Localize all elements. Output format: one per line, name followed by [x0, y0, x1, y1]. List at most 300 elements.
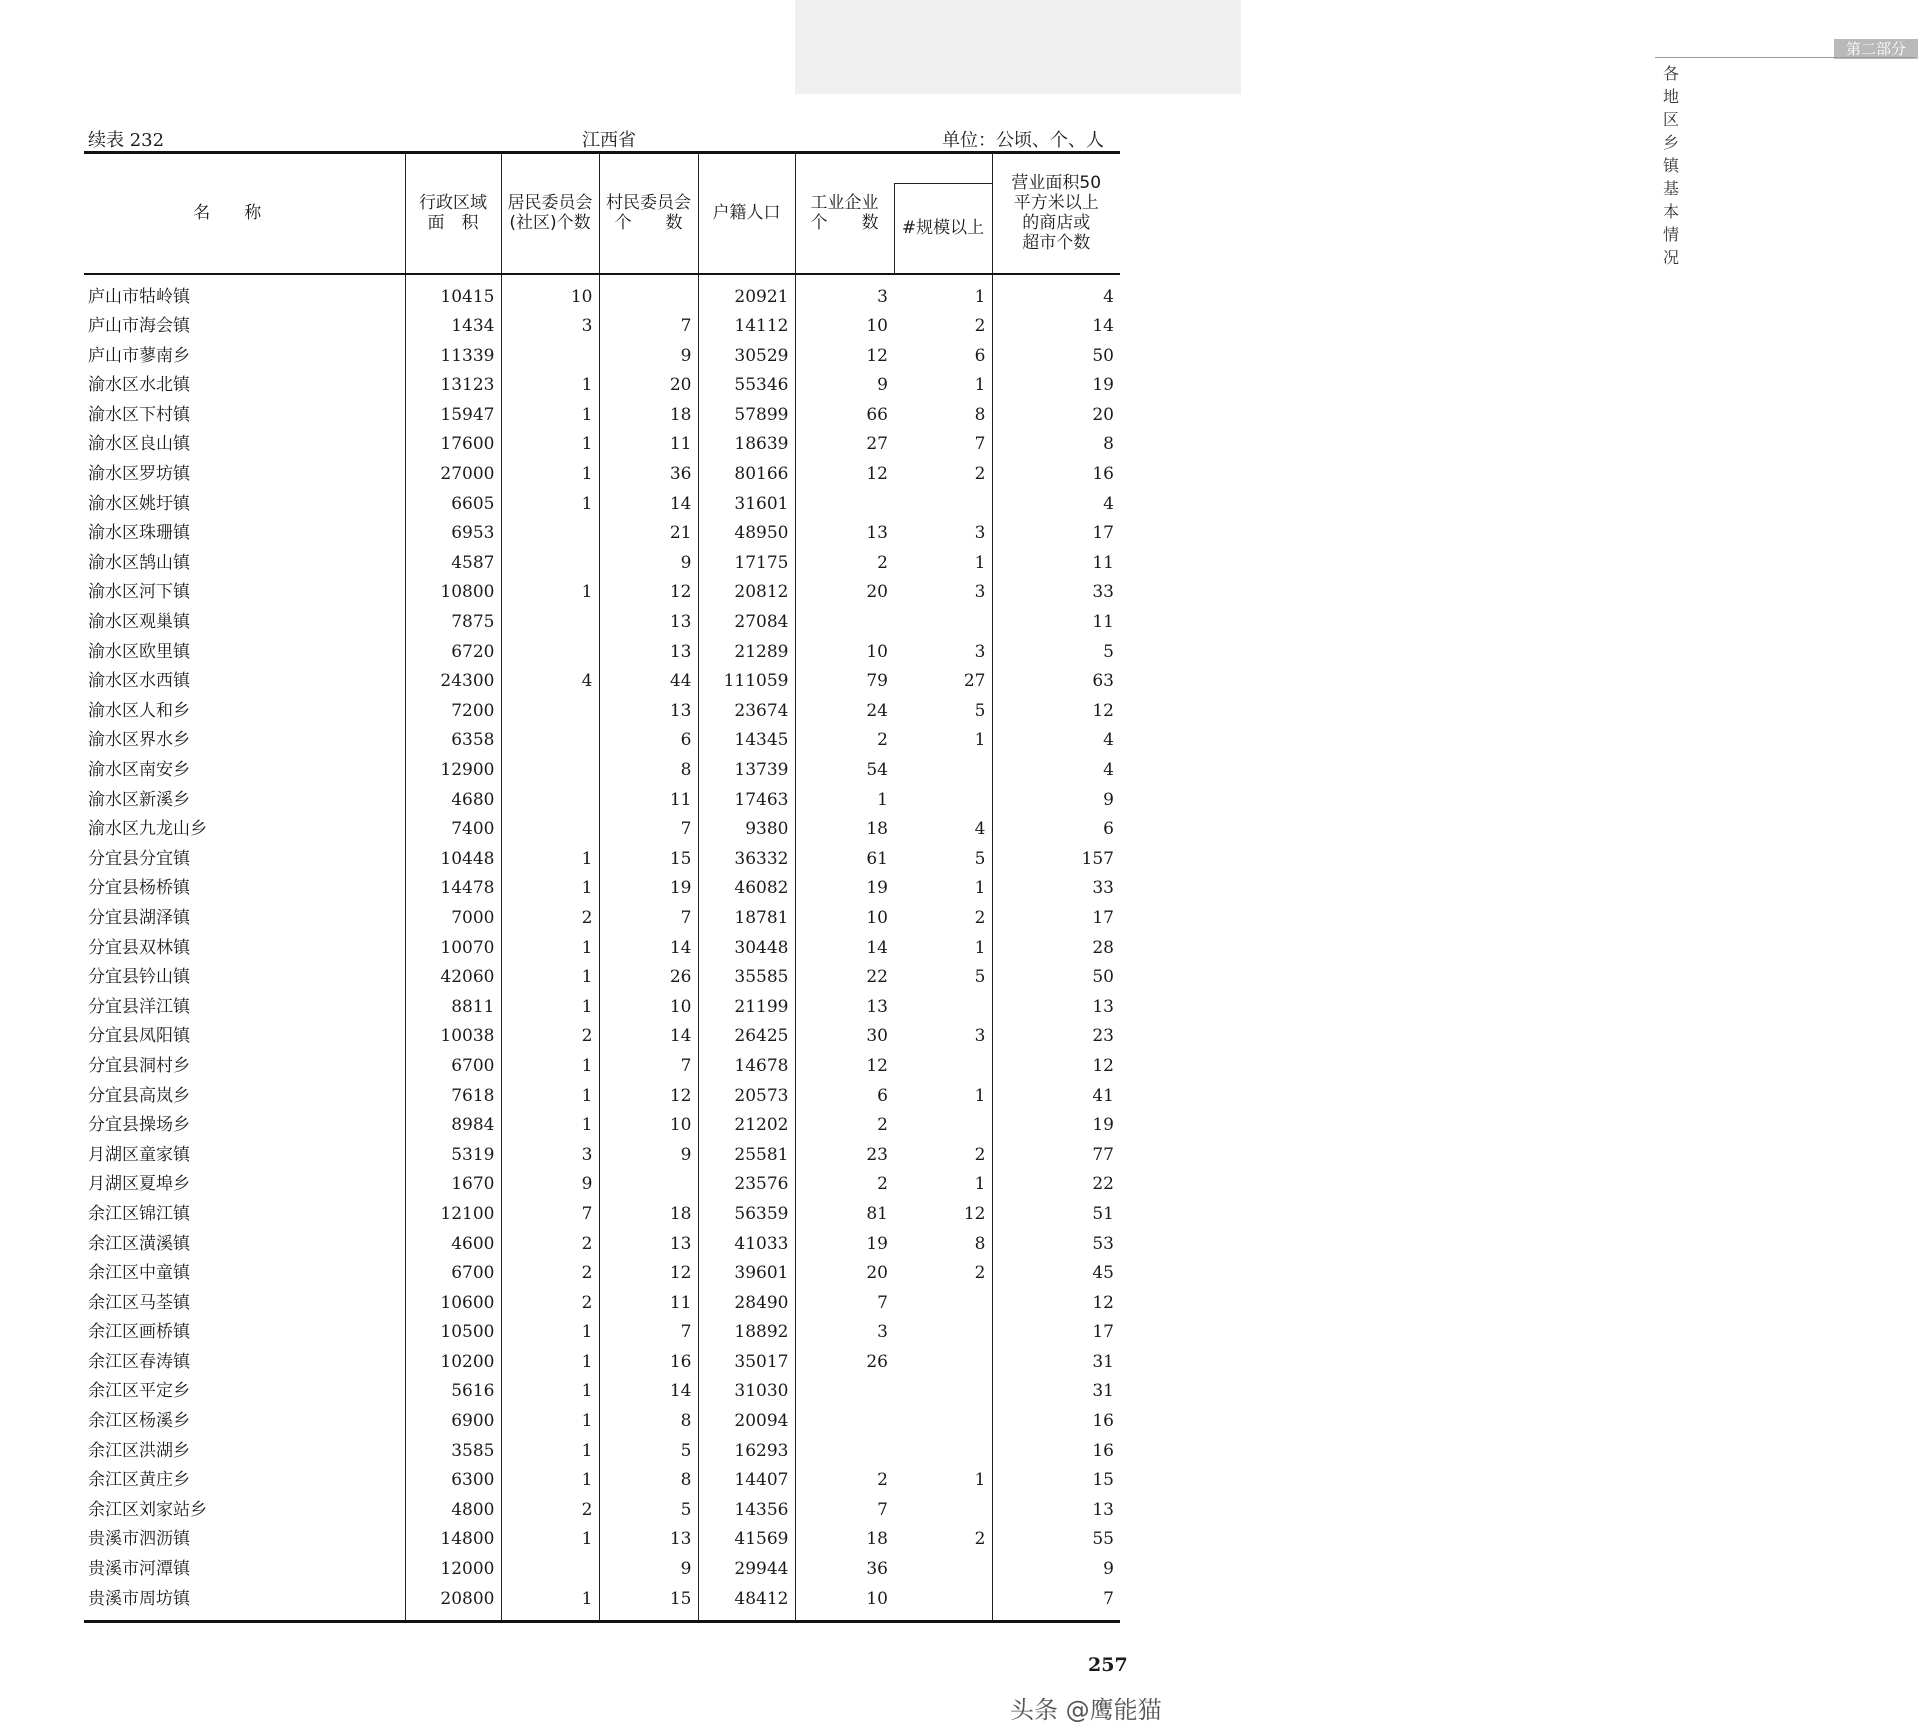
cell-population: 21289	[698, 638, 795, 668]
cell-area: 6900	[405, 1407, 501, 1437]
cell-residents	[501, 786, 599, 816]
cell-villagers: 11	[599, 1289, 698, 1319]
cell-industrial: 9	[795, 371, 894, 401]
cell-industrial	[795, 490, 894, 520]
table-row	[84, 815, 1120, 845]
table-row	[84, 608, 1120, 638]
cell-villagers: 5	[599, 1437, 698, 1467]
cell-population: 23576	[698, 1170, 795, 1200]
cell-shops: 11	[992, 608, 1120, 638]
cell-villagers: 5	[599, 1496, 698, 1526]
cell-name: 余江区潢溪镇	[88, 1233, 190, 1254]
header-industrial-line2: 个 数	[810, 213, 879, 234]
cell-area: 10500	[405, 1318, 501, 1348]
cell-above-scale: 1	[974, 937, 986, 958]
table-row	[84, 1200, 1120, 1230]
cell-shops: 4	[992, 274, 1120, 313]
cell-above-scale	[894, 1111, 992, 1141]
cell-shops: 28	[992, 934, 1120, 964]
cell-above-scale: 2	[974, 1263, 986, 1284]
cell-residents: 1	[501, 430, 599, 460]
cell-industrial: 3	[795, 1318, 894, 1348]
cell-name: 渝水区水西镇	[88, 671, 190, 692]
cell-name: 渝水区人和乡	[88, 700, 190, 721]
cell-area: 4600	[405, 1230, 501, 1260]
cell-population: 13739	[698, 756, 795, 786]
cell-name: 渝水区良山镇	[88, 434, 190, 455]
cell-population: 14345	[698, 726, 795, 756]
table-row	[84, 934, 1120, 964]
cell-shops: 9	[992, 1555, 1120, 1585]
cell-above-scale: 8	[974, 1233, 986, 1254]
cell-population: 25581	[698, 1141, 795, 1171]
cell-population: 18892	[698, 1318, 795, 1348]
cell-residents: 1	[501, 874, 599, 904]
cell-name: 渝水区观巢镇	[88, 612, 190, 633]
cell-industrial: 23	[795, 1141, 894, 1171]
cell-villagers: 10	[599, 1111, 698, 1141]
cell-residents: 9	[501, 1170, 599, 1200]
table-row	[84, 312, 1120, 342]
cell-area: 14478	[405, 874, 501, 904]
cell-residents: 1	[501, 1082, 599, 1112]
cell-name: 渝水区河下镇	[88, 582, 190, 603]
cell-population: 14407	[698, 1466, 795, 1496]
cell-villagers: 7	[599, 312, 698, 342]
cell-population: 23674	[698, 697, 795, 727]
cell-industrial: 14	[795, 934, 894, 964]
cell-population: 111059	[698, 667, 795, 697]
cell-name: 贵溪市河潭镇	[88, 1559, 190, 1580]
cell-area: 10200	[405, 1348, 501, 1378]
cell-area: 10448	[405, 845, 501, 875]
cell-above-scale	[894, 786, 992, 816]
cell-population: 56359	[698, 1200, 795, 1230]
section-title: 各地区乡镇基本情况	[1663, 64, 1680, 267]
cell-villagers: 9	[599, 1555, 698, 1585]
cell-above-scale	[894, 756, 992, 786]
cell-shops: 16	[992, 1437, 1120, 1467]
cell-industrial: 18	[795, 815, 894, 845]
table-row	[84, 904, 1120, 934]
cell-villagers	[599, 274, 698, 313]
cell-shops: 31	[992, 1348, 1120, 1378]
cell-industrial: 1	[795, 786, 894, 816]
cell-population: 30529	[698, 342, 795, 372]
cell-population: 16293	[698, 1437, 795, 1467]
cell-above-scale: 12	[963, 1203, 986, 1224]
cell-shops: 23	[992, 1022, 1120, 1052]
table-row	[84, 274, 1120, 313]
cell-residents: 10	[501, 274, 599, 313]
header-residents-line1: 居民委员会	[507, 193, 593, 214]
cell-shops: 6	[992, 815, 1120, 845]
cell-residents: 1	[501, 845, 599, 875]
cell-name: 分宜县分宜镇	[88, 848, 190, 869]
township-table	[84, 151, 1120, 1623]
cell-name: 月湖区童家镇	[88, 1144, 190, 1165]
cell-area: 4800	[405, 1496, 501, 1526]
cell-population: 41033	[698, 1230, 795, 1260]
cell-name: 分宜县凤阳镇	[88, 1026, 190, 1047]
header-industrial-top-gap	[894, 153, 992, 184]
cell-shops: 17	[992, 1318, 1120, 1348]
cell-above-scale: 2	[974, 316, 986, 337]
cell-industrial: 61	[795, 845, 894, 875]
cell-above-scale	[894, 608, 992, 638]
cell-residents	[501, 342, 599, 372]
cell-residents: 4	[501, 667, 599, 697]
cell-residents: 2	[501, 1496, 599, 1526]
table-row	[84, 1466, 1120, 1496]
cell-villagers: 15	[599, 845, 698, 875]
cell-villagers: 11	[599, 786, 698, 816]
cell-industrial: 10	[795, 638, 894, 668]
cell-industrial: 26	[795, 1348, 894, 1378]
cell-residents: 1	[501, 1348, 599, 1378]
table-row	[84, 845, 1120, 875]
section-rule	[1655, 57, 1915, 58]
cell-area: 7618	[405, 1082, 501, 1112]
cell-above-scale	[894, 490, 992, 520]
cell-above-scale	[894, 1496, 992, 1526]
cell-industrial: 19	[795, 1230, 894, 1260]
cell-population: 14356	[698, 1496, 795, 1526]
cell-population: 26425	[698, 1022, 795, 1052]
cell-population: 55346	[698, 371, 795, 401]
cell-residents: 1	[501, 993, 599, 1023]
header-shops-line3: 的商店或	[1022, 213, 1091, 234]
cell-above-scale: 1	[974, 878, 986, 899]
cell-area: 27000	[405, 460, 501, 490]
cell-area: 8811	[405, 993, 501, 1023]
cell-villagers: 9	[599, 549, 698, 579]
cell-above-scale	[894, 1348, 992, 1378]
cell-shops: 50	[992, 342, 1120, 372]
cell-population: 21202	[698, 1111, 795, 1141]
cell-industrial: 12	[795, 342, 894, 372]
cell-name: 分宜县洞村乡	[88, 1055, 190, 1076]
cell-industrial: 6	[795, 1082, 894, 1112]
cell-area: 6720	[405, 638, 501, 668]
table-row	[84, 993, 1120, 1023]
cell-residents	[501, 608, 599, 638]
header-shops-line1: 营业面积50	[1011, 173, 1102, 194]
cell-shops: 77	[992, 1141, 1120, 1171]
cell-industrial: 10	[795, 1585, 894, 1622]
cell-shops: 33	[992, 874, 1120, 904]
cell-area: 15947	[405, 401, 501, 431]
table-row	[84, 1348, 1120, 1378]
cell-population: 18781	[698, 904, 795, 934]
header-villagers	[599, 153, 698, 274]
cell-name: 余江区杨溪乡	[88, 1411, 190, 1432]
cell-shops: 8	[992, 430, 1120, 460]
cell-villagers: 14	[599, 1022, 698, 1052]
cell-above-scale: 3	[974, 1026, 986, 1047]
cell-population: 27084	[698, 608, 795, 638]
header-shops-line2: 平方米以上	[1013, 193, 1099, 214]
cell-residents	[501, 638, 599, 668]
cell-above-scale: 2	[974, 1529, 986, 1550]
cell-area: 10038	[405, 1022, 501, 1052]
cell-residents: 1	[501, 460, 599, 490]
cell-name: 余江区中童镇	[88, 1263, 190, 1284]
cell-population: 41569	[698, 1525, 795, 1555]
cell-above-scale: 8	[974, 404, 986, 425]
header-area-line2: 面 积	[427, 213, 479, 234]
table-row	[84, 726, 1120, 756]
cell-shops: 51	[992, 1200, 1120, 1230]
cell-name: 渝水区欧里镇	[88, 641, 190, 662]
cell-industrial: 2	[795, 1466, 894, 1496]
cell-residents	[501, 815, 599, 845]
table-number: 续表 232	[88, 130, 165, 151]
cell-name: 渝水区下村镇	[88, 404, 190, 425]
cell-area: 6358	[405, 726, 501, 756]
table-row	[84, 1052, 1120, 1082]
cell-industrial: 12	[795, 1052, 894, 1082]
cell-area: 12100	[405, 1200, 501, 1230]
cell-population: 28490	[698, 1289, 795, 1319]
cell-industrial: 13	[795, 519, 894, 549]
cell-population: 14678	[698, 1052, 795, 1082]
cell-area: 10070	[405, 934, 501, 964]
cell-residents: 2	[501, 1259, 599, 1289]
cell-population: 31601	[698, 490, 795, 520]
cell-area: 10600	[405, 1289, 501, 1319]
cell-shops: 12	[992, 697, 1120, 727]
cell-shops: 9	[992, 786, 1120, 816]
cell-population: 17463	[698, 786, 795, 816]
cell-name: 余江区平定乡	[88, 1381, 190, 1402]
cell-villagers: 14	[599, 490, 698, 520]
cell-name: 分宜县湖泽镇	[88, 907, 190, 928]
cell-area: 17600	[405, 430, 501, 460]
cell-name: 分宜县高岚乡	[88, 1085, 190, 1106]
cell-above-scale: 3	[974, 523, 986, 544]
cell-population: 80166	[698, 460, 795, 490]
cell-name: 余江区春涛镇	[88, 1351, 190, 1372]
cell-residents: 1	[501, 1525, 599, 1555]
table-row	[84, 371, 1120, 401]
cell-villagers: 18	[599, 1200, 698, 1230]
cell-shops: 41	[992, 1082, 1120, 1112]
cell-name: 余江区画桥镇	[88, 1322, 190, 1343]
cell-industrial	[795, 1407, 894, 1437]
header-industrial	[795, 153, 894, 274]
header-shops	[992, 153, 1120, 274]
cell-residents: 1	[501, 1466, 599, 1496]
cell-population: 46082	[698, 874, 795, 904]
cell-area: 4680	[405, 786, 501, 816]
cell-above-scale: 2	[974, 907, 986, 928]
cell-residents: 2	[501, 1230, 599, 1260]
cell-shops: 157	[992, 845, 1120, 875]
section-tag: 第二部分	[1834, 39, 1918, 59]
cell-name: 余江区刘家站乡	[88, 1499, 207, 1520]
cell-residents	[501, 756, 599, 786]
cell-area: 24300	[405, 667, 501, 697]
cell-shops: 14	[992, 312, 1120, 342]
table-row	[84, 1259, 1120, 1289]
cell-villagers: 8	[599, 1466, 698, 1496]
cell-population: 17175	[698, 549, 795, 579]
cell-shops: 4	[992, 490, 1120, 520]
cell-residents: 2	[501, 1289, 599, 1319]
cell-above-scale: 2	[974, 464, 986, 485]
cell-area: 4587	[405, 549, 501, 579]
cell-villagers: 15	[599, 1585, 698, 1622]
cell-population: 48950	[698, 519, 795, 549]
cell-population: 21199	[698, 993, 795, 1023]
cell-population: 31030	[698, 1377, 795, 1407]
cell-residents: 2	[501, 1022, 599, 1052]
table-row	[84, 638, 1120, 668]
cell-name: 渝水区罗坊镇	[88, 464, 190, 485]
cell-villagers: 20	[599, 371, 698, 401]
cell-above-scale: 6	[974, 345, 986, 366]
cell-area: 42060	[405, 963, 501, 993]
cell-shops: 19	[992, 1111, 1120, 1141]
cell-residents: 1	[501, 963, 599, 993]
table-row	[84, 697, 1120, 727]
cell-above-scale: 1	[974, 730, 986, 751]
watermark: 头条 @鹰能猫	[1010, 1696, 1162, 1724]
cell-shops: 13	[992, 1496, 1120, 1526]
table-row	[84, 874, 1120, 904]
cell-industrial: 2	[795, 549, 894, 579]
cell-residents	[501, 1555, 599, 1585]
cell-residents: 2	[501, 904, 599, 934]
table-row	[84, 1111, 1120, 1141]
cell-name: 渝水区南安乡	[88, 760, 190, 780]
cell-population: 29944	[698, 1555, 795, 1585]
cell-shops: 55	[992, 1525, 1120, 1555]
cell-population: 9380	[698, 815, 795, 845]
cell-area: 13123	[405, 371, 501, 401]
cell-shops: 11	[992, 549, 1120, 579]
cell-name: 渝水区鹄山镇	[88, 552, 190, 573]
cell-name: 渝水区水北镇	[88, 375, 190, 396]
cell-area: 1434	[405, 312, 501, 342]
cell-residents: 1	[501, 1585, 599, 1622]
cell-industrial	[795, 1377, 894, 1407]
header-area-line1: 行政区域	[419, 193, 487, 214]
cell-industrial: 20	[795, 1259, 894, 1289]
cell-population: 18639	[698, 430, 795, 460]
cell-shops: 15	[992, 1466, 1120, 1496]
cell-name: 渝水区珠珊镇	[88, 523, 190, 544]
cell-area: 6700	[405, 1052, 501, 1082]
cell-industrial	[795, 1437, 894, 1467]
cell-villagers: 8	[599, 756, 698, 786]
table-row	[84, 1022, 1120, 1052]
cell-name: 分宜县双林镇	[88, 937, 190, 958]
cell-industrial: 12	[795, 460, 894, 490]
table-row	[84, 1496, 1120, 1526]
table-row	[84, 342, 1120, 372]
cell-above-scale: 3	[974, 582, 986, 603]
cell-villagers: 9	[599, 342, 698, 372]
cell-name: 月湖区夏埠乡	[88, 1174, 190, 1195]
cell-villagers: 13	[599, 697, 698, 727]
cell-industrial	[795, 608, 894, 638]
cell-villagers: 11	[599, 430, 698, 460]
cell-villagers: 13	[599, 608, 698, 638]
cell-name: 渝水区新溪乡	[88, 789, 190, 810]
table-row	[84, 963, 1120, 993]
cell-shops: 17	[992, 904, 1120, 934]
cell-industrial: 18	[795, 1525, 894, 1555]
cell-above-scale: 1	[974, 1470, 986, 1491]
table-row	[84, 401, 1120, 431]
cell-industrial: 19	[795, 874, 894, 904]
cell-name: 渝水区界水乡	[88, 730, 190, 751]
cell-residents: 1	[501, 401, 599, 431]
cell-population: 30448	[698, 934, 795, 964]
cell-area: 6953	[405, 519, 501, 549]
cell-area: 14800	[405, 1525, 501, 1555]
table-row	[84, 430, 1120, 460]
cell-villagers: 13	[599, 1230, 698, 1260]
table-row	[84, 1141, 1120, 1171]
cell-shops: 53	[992, 1230, 1120, 1260]
cell-name: 庐山市海会镇	[88, 316, 190, 337]
cell-above-scale: 3	[974, 641, 986, 662]
cell-industrial: 79	[795, 667, 894, 697]
cell-above-scale: 7	[974, 434, 986, 455]
cell-shops: 63	[992, 667, 1120, 697]
cell-population: 20573	[698, 1082, 795, 1112]
cell-villagers: 18	[599, 401, 698, 431]
table-row	[84, 1170, 1120, 1200]
cell-area: 5319	[405, 1141, 501, 1171]
header-shops-line4: 超市个数	[1022, 233, 1091, 254]
cell-above-scale	[894, 1407, 992, 1437]
cell-residents: 1	[501, 578, 599, 608]
cell-villagers: 7	[599, 815, 698, 845]
header-name: 名称	[84, 153, 405, 274]
cell-shops: 31	[992, 1377, 1120, 1407]
cell-area: 12900	[405, 756, 501, 786]
cell-industrial: 36	[795, 1555, 894, 1585]
cell-area: 6700	[405, 1259, 501, 1289]
cell-residents: 1	[501, 490, 599, 520]
cell-shops: 45	[992, 1259, 1120, 1289]
table-row	[84, 667, 1120, 697]
cell-villagers: 12	[599, 578, 698, 608]
cell-villagers: 10	[599, 993, 698, 1023]
cell-name: 贵溪市周坊镇	[84, 1585, 405, 1622]
cell-villagers: 7	[599, 904, 698, 934]
cell-above-scale: 1	[974, 1174, 986, 1195]
cell-villagers	[599, 1170, 698, 1200]
cell-residents	[501, 519, 599, 549]
cell-area: 10415	[405, 274, 501, 313]
cell-industrial: 27	[795, 430, 894, 460]
cell-above-scale: 4	[974, 819, 986, 840]
cell-area: 3585	[405, 1437, 501, 1467]
cell-area: 7200	[405, 697, 501, 727]
cell-villagers: 13	[599, 638, 698, 668]
table-row	[84, 460, 1120, 490]
table-row	[84, 1377, 1120, 1407]
cell-industrial: 30	[795, 1022, 894, 1052]
cell-population: 35585	[698, 963, 795, 993]
cell-residents: 1	[501, 371, 599, 401]
table-row	[84, 756, 1120, 786]
